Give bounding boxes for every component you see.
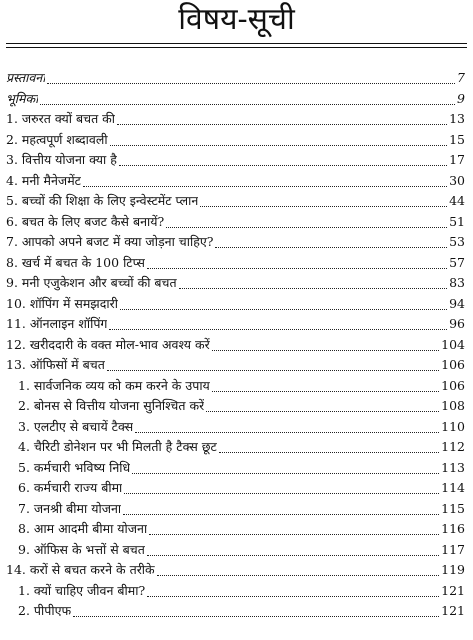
toc-entry-page: 57	[449, 254, 465, 270]
toc-leader-dots	[149, 513, 439, 535]
toc-entry-label: 4. चैरिटी डोनेशन पर भी मिलती है टैक्स छूट	[18, 439, 217, 454]
toc-entry-label: 7. आपको अपने बजट में क्या जोड़ना चाहिए?	[6, 234, 214, 249]
toc-entry-label: भूमिका	[6, 90, 39, 106]
title-rule-bottom	[6, 47, 467, 48]
toc-leader-dots	[212, 370, 439, 392]
toc-entry-page: 96	[449, 316, 465, 331]
toc-entry-label: 11. ऑनलाइन शॉपिंग	[6, 316, 108, 331]
toc-entry-label: 9. ऑफिस के भत्तों से बचत	[18, 541, 145, 557]
toc-leader-dots	[117, 103, 447, 125]
toc-leader-dots	[147, 575, 439, 597]
toc-leader-dots	[109, 308, 447, 330]
toc-entry-page: 17	[449, 152, 465, 167]
toc-entry-page: 116	[441, 521, 465, 536]
toc-entry-label: 1. जरुरत क्यों बचत की	[6, 111, 116, 126]
toc-entry-page: 112	[441, 439, 465, 454]
toc-entry-page: 114	[441, 480, 465, 495]
toc-entry-page: 110	[441, 418, 465, 434]
toc-entry-page: 121	[441, 582, 465, 598]
toc-entry-page: 121	[441, 603, 465, 618]
toc-leader-dots	[157, 554, 439, 576]
toc-leader-dots	[119, 144, 447, 166]
toc-entry-label: 2. बोनस से वित्तीय योजना सुनिश्चित करें	[18, 398, 205, 413]
toc-entry-label: 3. वित्तीय योजना क्या है	[6, 152, 117, 167]
toc-leader-dots	[40, 83, 455, 105]
toc-entry-label: 6. बचत के लिए बजट कैसे बनायें?	[6, 213, 165, 229]
toc-entry-page: 53	[449, 234, 465, 249]
toc-leader-dots	[147, 534, 439, 556]
toc-entry-label: 10. शॉपिंग में समझदारी	[6, 295, 118, 311]
toc-leader-dots	[123, 493, 439, 515]
toc-leader-dots	[212, 329, 439, 351]
toc-entry-page: 51	[449, 213, 465, 229]
toc-entry-page: 83	[449, 275, 465, 290]
toc-entry-page: 115	[441, 500, 465, 516]
toc-entry-label: प्रस्तावना	[6, 70, 46, 85]
toc-entry-label: 9. मनी एजुकेशन और बच्चों की बचत	[6, 275, 177, 290]
title-rule-top	[6, 43, 467, 44]
toc-entry-page: 108	[441, 398, 465, 413]
toc-leader-dots	[124, 472, 439, 494]
toc-entry-label: 8. आम आदमी बीमा योजना	[18, 521, 148, 536]
toc-entry-page: 104	[441, 336, 465, 352]
toc-entry-page: 13	[449, 111, 465, 126]
toc-entry-label: 8. खर्च में बचत के 100 टिप्स	[6, 254, 145, 270]
toc-entry-page: 94	[449, 295, 465, 311]
toc-entry-label: 7. जनश्री बीमा योजना	[18, 500, 122, 516]
toc-leader-dots	[200, 185, 447, 207]
toc-leader-dots	[147, 247, 447, 269]
toc-entry-label: 5. कर्मचारी भविष्य निधि	[18, 459, 131, 475]
toc-leader-dots	[73, 595, 439, 617]
toc-entry-page: 30	[449, 172, 465, 188]
toc-leader-dots	[83, 165, 447, 187]
toc-entry	[0, 600, 473, 622]
toc-entry-label: 2. महत्वपूर्ण शब्दावली	[6, 131, 108, 147]
toc-leader-dots	[47, 62, 455, 84]
toc-entry-label: 4. मनी मैनेजमेंट	[6, 172, 81, 188]
toc-leader-dots	[219, 431, 439, 453]
toc-entry-label: 3. एलटीए से बचायें टैक्स	[18, 418, 134, 434]
toc-entry-label: 5. बच्चों की शिक्षा के लिए इन्वेस्टमेंट प्लान	[6, 193, 199, 208]
toc-leader-dots	[120, 288, 447, 310]
toc-entry-page: 15	[449, 131, 465, 147]
toc-leader-dots	[107, 349, 439, 371]
toc-entry-page: 119	[441, 562, 465, 577]
toc-entry-label: 2. पीपीएफ	[18, 603, 72, 618]
toc-leader-dots	[179, 267, 447, 289]
toc-entry-page: 44	[449, 193, 465, 208]
toc-entry-label: 14. करों से बचत करने के तरीके	[6, 562, 155, 577]
toc-leader-dots	[215, 226, 447, 248]
toc-leader-dots	[110, 124, 447, 146]
toc-entry-label: 6. कर्मचारी राज्य बीमा	[18, 480, 123, 495]
page-title: विषय-सूची	[178, 2, 295, 37]
toc-leader-dots	[206, 390, 439, 412]
toc-entry-label: 13. ऑफिसों में बचत	[6, 357, 105, 372]
toc-leader-dots	[166, 206, 447, 228]
toc-entry-page: 113	[441, 459, 465, 475]
toc-leader-dots	[132, 452, 439, 474]
toc-entry-page: 106	[441, 377, 465, 393]
toc-entry-page: 117	[441, 541, 465, 557]
toc-entry-label: 1. सार्वजनिक व्यय को कम करने के उपाय	[18, 377, 210, 393]
toc-entry-page: 9	[457, 90, 465, 106]
toc-entry-label: 1. क्यों चाहिए जीवन बीमा?	[18, 582, 146, 598]
toc-entry-page: 7	[457, 70, 465, 85]
toc-entry-label: 12. खरीददारी के वक्त मोल-भाव अवश्य करें	[6, 336, 210, 352]
toc-leader-dots	[135, 411, 439, 433]
toc-entry-page: 106	[441, 357, 465, 372]
